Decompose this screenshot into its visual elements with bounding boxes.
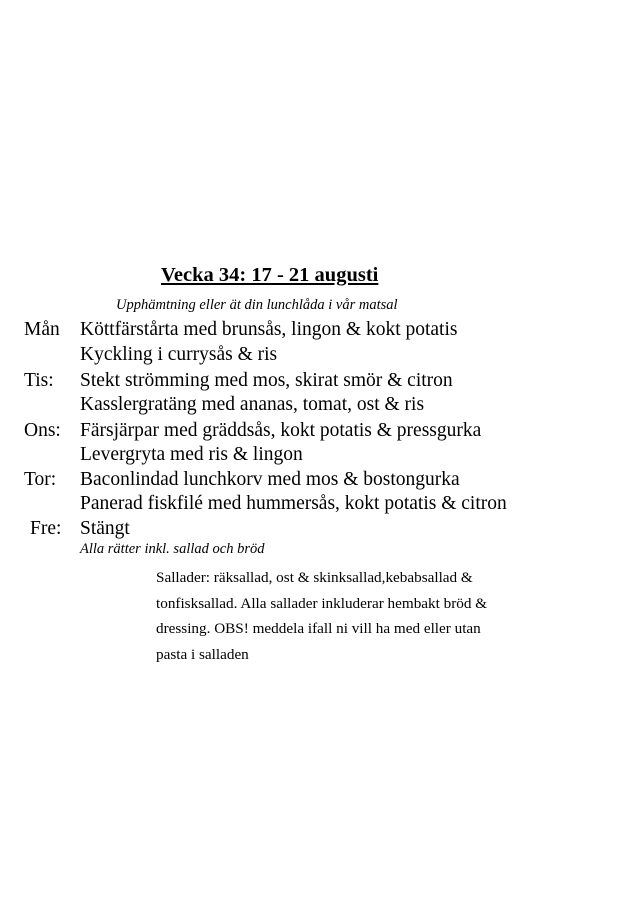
day-label-tuesday: Tis: (24, 370, 54, 391)
dish-friday-1: Stängt (80, 518, 130, 539)
salad-line: tonfisksallad. Alla sallader inkluderar hembakt bröd & (156, 594, 488, 612)
salad-line: pasta i salladen (156, 645, 249, 663)
day-label-thursday: Tor: (24, 469, 57, 490)
dish-monday-2: Kyckling i currysås & ris (80, 344, 278, 365)
dish-monday-1: Köttfärstårta med brunsås, lingon & kokt potatis (80, 319, 458, 340)
dish-wednesday-1: Färsjärpar med gräddsås, kokt potatis & pressgurka (80, 420, 482, 441)
included-note: Alla rätter inkl. sallad och bröd (80, 541, 265, 557)
dish-tuesday-1: Stekt strömming med mos, skirat smör & citron (80, 370, 453, 391)
day-label-wednesday: Ons: (24, 420, 61, 441)
menu-subtitle: Upphämtning eller ät din lunchlåda i vår matsal (116, 297, 398, 313)
salad-line: dressing. OBS! meddela ifall ni vill ha med eller utan (156, 620, 481, 637)
salad-line: Sallader: räksallad, ost & skinksallad,kebabsallad & (156, 569, 473, 586)
day-label-monday: Mån (24, 319, 60, 340)
day-label-friday: Fre: (30, 518, 62, 539)
dish-tuesday-2: Kasslergratäng med ananas, tomat, ost & ris (80, 394, 425, 415)
dish-thursday-1: Baconlindad lunchkorv med mos & bostongurka (80, 469, 460, 490)
menu-title: Vecka 34: 17 - 21 augusti (161, 264, 379, 286)
dish-wednesday-2: Levergryta med ris & lingon (80, 444, 303, 465)
dish-thursday-2: Panerad fiskfilé med hummersås, kokt potatis & citron (80, 493, 507, 514)
salad-info (156, 565, 556, 667)
